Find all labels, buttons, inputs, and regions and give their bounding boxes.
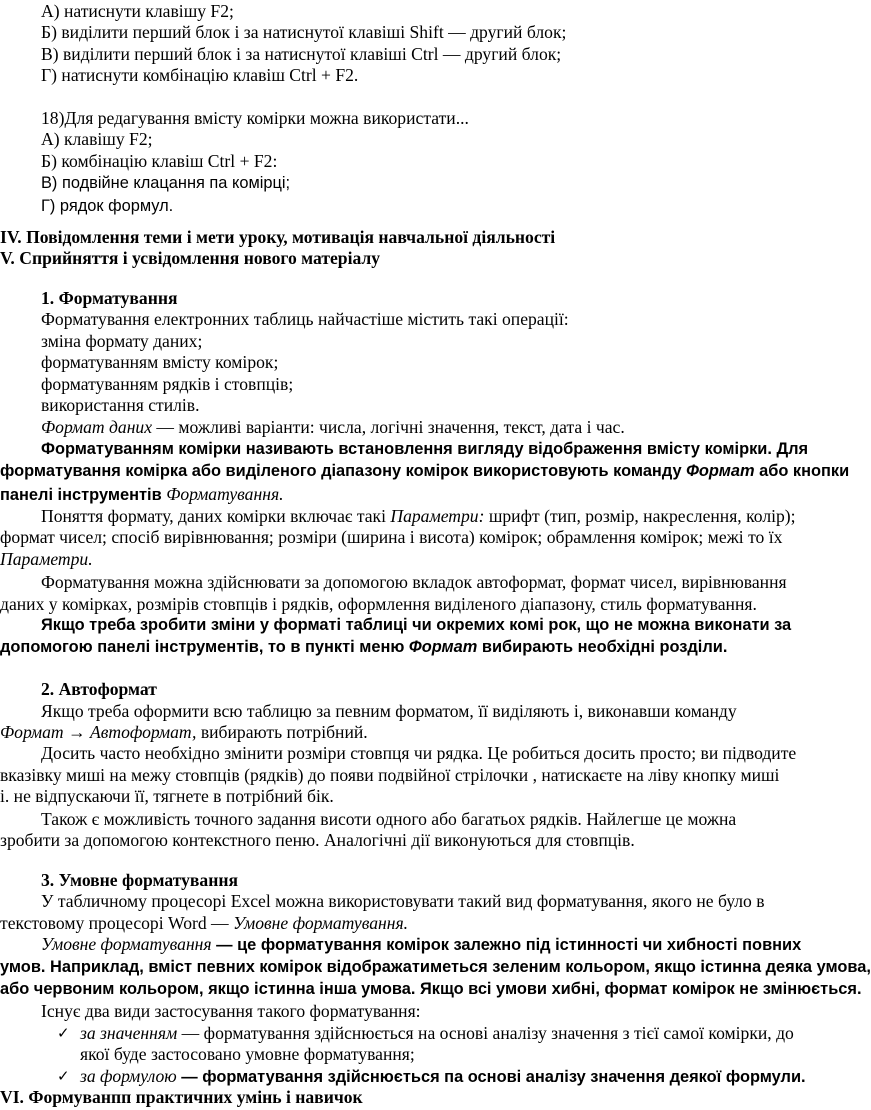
question-18: 18)Для редагування вмісту комірки можна використати... (41, 108, 469, 128)
s1-p4-line1: Якщо треба зробити зміни у форматі таблиці чи окремих комі рок, що не можна виконати за (41, 616, 792, 634)
prev-option-b: Б) виділити перший блок і за натиснутої клавіші Shift — другий блок; (41, 22, 567, 42)
section-vi-heading: VI. Формуванпп практичних умінь і навичок (0, 1087, 363, 1107)
s3-bullet1-line1: за значенням — форматування здійснюється на основі аналізу значення з тієї самої комірки, до (80, 1023, 794, 1043)
s1-intro: Форматування електронних таблиць найчастіше містить такі операції: (41, 309, 569, 329)
s3-p3: Існує два види застосування такого форматування: (41, 1001, 421, 1021)
q18-option-d: Г) рядок формул. (41, 197, 174, 215)
s3-p2-line1: Умовне форматування — це форматування комірок залежно під істинності чи хибності повних (41, 934, 802, 954)
format-data-term: Формат даних (41, 417, 153, 437)
s2-p3-line2: зробити за допомогою контекстного пеню. Аналогічні дії виконуються для стовпців. (0, 830, 635, 850)
s2-p2-line3: і. не відпускаючи її, тягнете в потрібний бік. (0, 786, 334, 806)
s2-heading: 2. Автоформат (41, 679, 157, 699)
s3-p2-line3: або червоним кольором, якщо істинна інша умова. Якщо всі умови хибні, формат комірок не змінюється. (0, 980, 862, 998)
s3-p1-line1: У табличному процесорі Excel можна використовувати такий вид форматування, якого не було в (41, 891, 765, 911)
q18-option-b: Б) комбінацію клавіш Ctrl + F2: (41, 151, 278, 171)
s3-bullet1-line2: якої буде застосовано умовне форматування; (80, 1044, 415, 1064)
s2-p2-line2: вказівку миші на межу стовпців (рядків) до появи подвійної стрілочки , натискаєте на ліву кнопку миші (0, 765, 780, 785)
prev-option-c: В) виділити перший блок і за натиснутої клавіші Ctrl — другий блок; (41, 44, 562, 64)
s3-p1-line2: текстовому процесорі Word — Умовне форматування. (0, 913, 409, 933)
q18-option-c: В) подвійне клацання па комірці; (41, 174, 291, 192)
s2-p1-line1: Якщо треба оформити всю таблицю за певним форматом, її виділяють і, виконавши команду (41, 701, 737, 721)
s1-p2-line1: Поняття формату, даних комірки включає такі Параметри: шрифт (тип, розмір, накреслення, колір); (41, 506, 796, 526)
s3-heading: 3. Умовне форматування (41, 870, 239, 890)
s1-p1-line1: Форматуванням комірки називають встановлення вигляду відображення вмісту комірки. Для (41, 440, 809, 458)
s1-format-data-line: Формат даних — можливі варіанти: числа, логічні значення, текст, дата і час. (41, 417, 625, 437)
prev-option-d: Г) натиснути комбінацію клавіш Ctrl + F2. (41, 65, 359, 85)
s2-p2-line1: Досить часто необхідно змінити розміри стовпця чи рядка. Це робиться досить просто; ви підводите (41, 743, 797, 763)
s1-p3-line2: даних у комірках, розмірів стовпців і рядків, оформлення виділеного діапазону, стиль форматування. (0, 594, 757, 614)
s1-op-4: використання стилів. (41, 395, 200, 415)
s2-p3-line1: Також є можливість точного задання висоти одного або багатьох рядків. Найлегше це можна (41, 809, 737, 829)
s1-heading: 1. Форматування (41, 288, 178, 308)
s3-bullet2: за формулою — форматування здійснюється па основі аналізу значення деякої формули. (80, 1066, 806, 1086)
s1-p2-line3: Параметри. (0, 549, 93, 569)
s1-op-3: форматуванням рядків і стовпців; (41, 374, 294, 394)
prev-option-a: А) натиснути клавішу F2; (41, 1, 234, 21)
s1-op-2: форматуванням вмісту комірок; (41, 352, 279, 372)
section-iv-heading: IV. Повідомлення теми і мети уроку, мотивація навчальної діяльності (0, 227, 556, 247)
section-v-heading: V. Сприйняття і усвідомлення нового матеріалу (0, 248, 381, 268)
q18-option-a: А) клавішу F2; (41, 129, 153, 149)
s1-p1-line2: форматування комірка або виділеного діапазону комірок використовують команду Формат або кнопки (0, 462, 850, 480)
s1-op-1: зміна формату даних; (41, 331, 203, 351)
checkmark-icon: ✓ (57, 1067, 70, 1085)
s3-p2-line2: умов. Наприклад, вміст певних комірок відображатиметься зеленим кольором, якщо істинна деяка умова, (0, 958, 871, 976)
checkmark-icon: ✓ (57, 1024, 70, 1042)
s1-p1-line3: панелі інструментів Форматування. (0, 484, 284, 504)
s1-p3-line1: Форматування можна здійснювати за допомогою вкладок автоформат, формат чисел, вирівнювання (41, 572, 787, 592)
s1-p2-line2: формат чисел; спосіб вирівнювання; розміри (ширина і висота) комірок; обрамлення комірок; межі то їх (0, 527, 783, 547)
s2-p1-line2: Формат → Автоформат, вибирають потрібний. (0, 722, 368, 742)
s1-p4-line2: допомогою панелі інструментів, то в пункті меню Формат вибирають необхідні розділи. (0, 638, 728, 656)
